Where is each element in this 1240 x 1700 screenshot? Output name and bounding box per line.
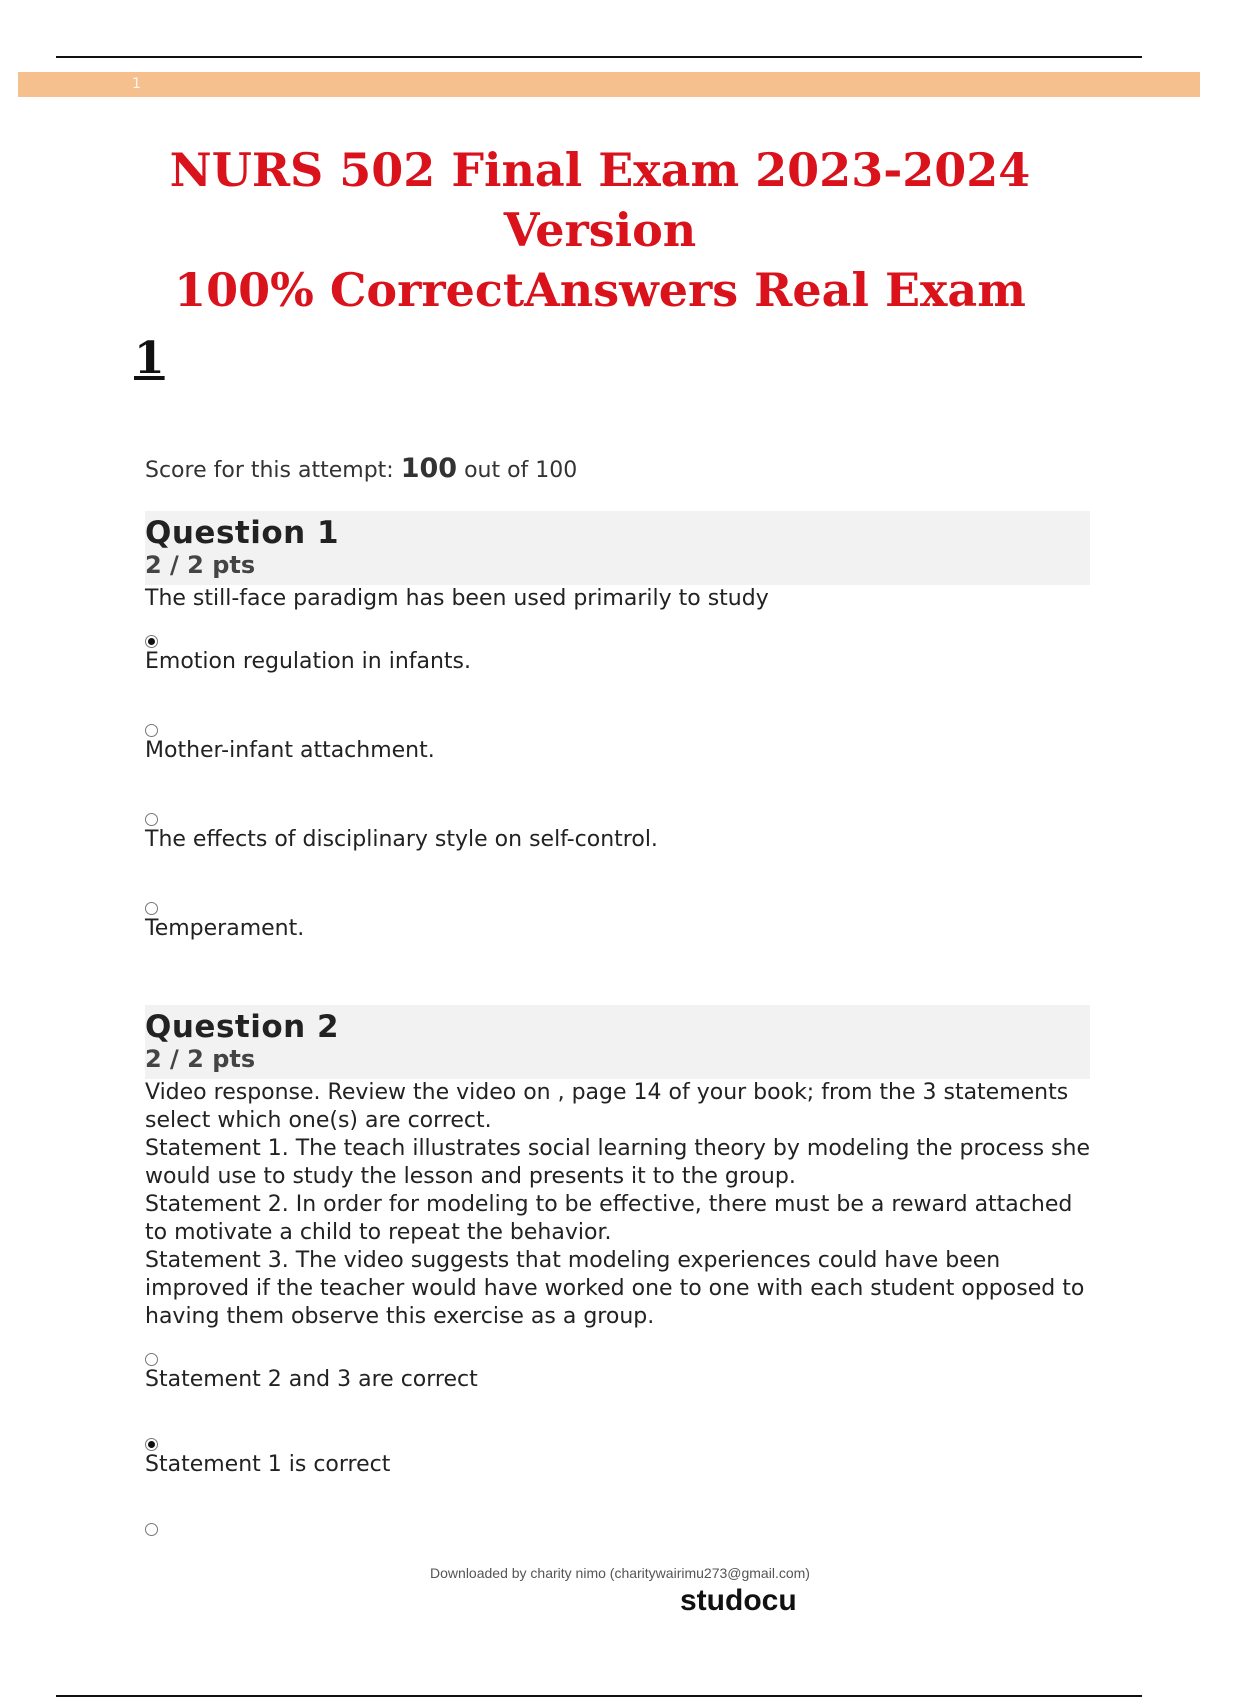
studocu-logo: studocu xyxy=(680,1584,797,1617)
answer-label: Emotion regulation in infants. xyxy=(145,649,472,674)
score-label: Score for this attempt: xyxy=(145,458,394,483)
answer-option[interactable] xyxy=(145,724,1090,765)
answer-option[interactable] xyxy=(145,1438,1090,1479)
radio-selected-icon[interactable] xyxy=(145,1438,158,1451)
question-points: 2 / 2 pts xyxy=(145,1045,256,1073)
answer-label: The effects of disciplinary style on self-control. xyxy=(145,827,658,852)
question-text: Video response. Review the video on , page 14 of your book; from the 3 statements select which one(s) are correct. Statement 1. The teach illustrates social learning theory by modeling the process she would use to study the lesson and presents it to the group. Statement 2. In order for modeling to be effective, there must be a reward attached to motivate a child to repeat the behavior. Statement 3. The video suggests that modeling experiences could have been improved if the teacher would have worked one to one with each student opposed to having them observe this exercise as a group. xyxy=(145,1080,1090,1329)
exam-content xyxy=(145,455,1090,1536)
question-title: Question 1 xyxy=(145,515,340,551)
score-suffix: out of 100 xyxy=(464,458,578,483)
title-line-2: 100% CorrectAnswers Real Exam xyxy=(174,263,1026,317)
score-value: 100 xyxy=(400,453,458,484)
question-2 xyxy=(145,1005,1090,1536)
answer-label: Statement 2 and 3 are correct xyxy=(145,1367,478,1392)
radio-unselected-icon[interactable] xyxy=(145,902,158,915)
score-line xyxy=(145,455,1090,485)
radio-unselected-icon[interactable] xyxy=(145,813,158,826)
question-header xyxy=(145,511,1090,585)
answer-option[interactable] xyxy=(145,902,1090,943)
attempt-number: 1 xyxy=(134,333,165,384)
answer-option[interactable] xyxy=(145,1523,1090,1536)
title-line-1: NURS 502 Final Exam 2023-2024 Version xyxy=(169,143,1031,257)
answer-option[interactable] xyxy=(145,635,1090,676)
answer-label: Mother-infant attachment. xyxy=(145,738,435,763)
radio-unselected-icon[interactable] xyxy=(145,724,158,737)
answer-option[interactable] xyxy=(145,813,1090,854)
document-title xyxy=(100,140,1100,320)
question-text: The still-face paradigm has been used primarily to study xyxy=(145,586,769,611)
question-header xyxy=(145,1005,1090,1079)
radio-unselected-icon[interactable] xyxy=(145,1523,158,1536)
top-rule xyxy=(56,56,1142,58)
answer-option[interactable] xyxy=(145,1353,1090,1394)
answer-label: Temperament. xyxy=(145,916,305,941)
question-title: Question 2 xyxy=(145,1009,340,1045)
page-number: 1 xyxy=(132,76,141,92)
question-points: 2 / 2 pts xyxy=(145,551,256,579)
radio-unselected-icon[interactable] xyxy=(145,1353,158,1366)
radio-selected-icon[interactable] xyxy=(145,635,158,648)
page-header-bar xyxy=(18,72,1200,97)
question-1 xyxy=(145,511,1090,943)
download-notice: Downloaded by charity nimo (charitywairimu273@gmail.com) xyxy=(430,1565,810,1581)
answer-label: Statement 1 is correct xyxy=(145,1452,391,1477)
bottom-rule xyxy=(56,1695,1142,1697)
